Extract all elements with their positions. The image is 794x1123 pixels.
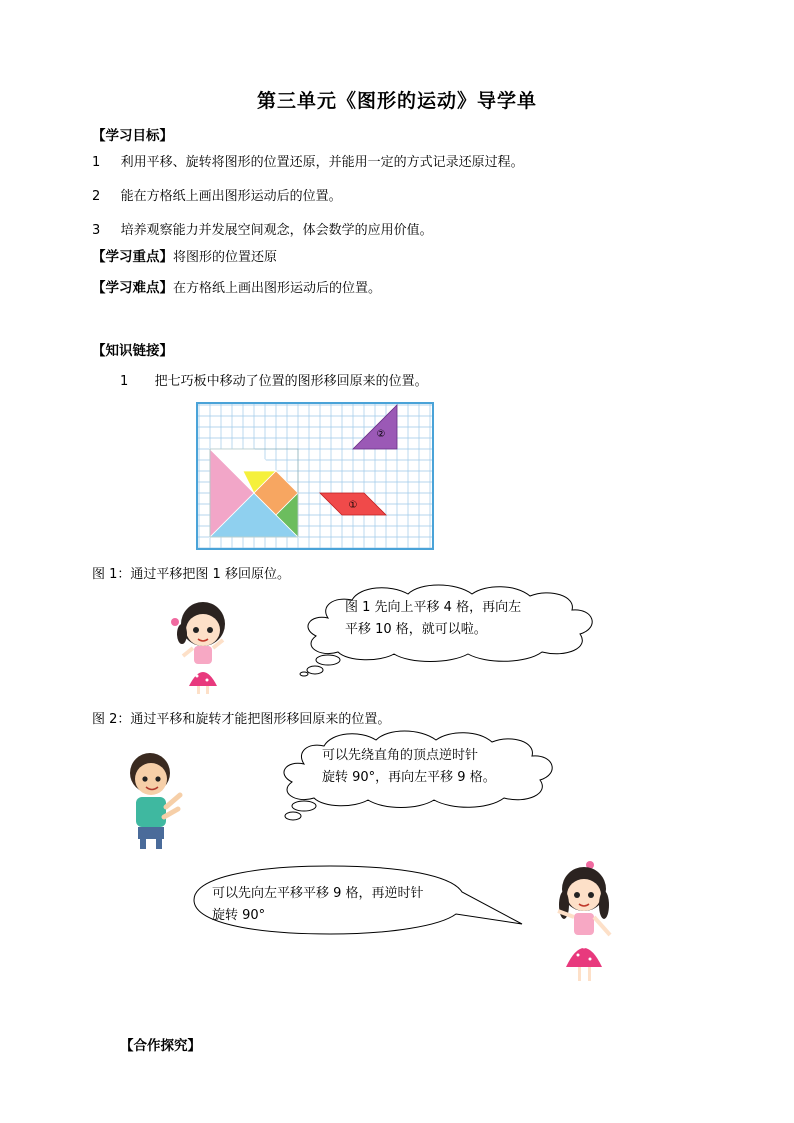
task-number: 1 <box>120 374 129 389</box>
bubble2-line1: 可以先绕直角的顶点逆时针 <box>322 748 479 763</box>
girl-character-icon <box>540 855 626 990</box>
objective-text: 利用平移、旋转将图形的位置还原，并能用一定的方式记录还原过程。 <box>120 155 524 170</box>
key-point-line <box>92 245 277 265</box>
boy-character-icon <box>120 747 198 851</box>
knowledge-task <box>120 370 428 389</box>
girl-figure <box>171 602 225 694</box>
objectives-heading: 【学习目标】 <box>92 128 173 144</box>
fig1-caption: 图 1：通过平移把图 1 移回原位。 <box>92 567 290 582</box>
fig2-caption: 图 2：通过平移和旋转才能把图形移回原来的位置。 <box>92 712 391 727</box>
shape1-label: ① <box>348 500 358 511</box>
bubble3-line2: 旋转 90° <box>212 908 266 923</box>
objective-number: 2 <box>92 189 101 204</box>
objective-text: 培养观察能力并发展空间观念，体会数学的应用价值。 <box>120 223 433 238</box>
task-text: 把七巧板中移动了位置的图形移回原来的位置。 <box>154 374 428 389</box>
knowledge-link-heading: 【知识链接】 <box>92 343 173 359</box>
page-title: 第三单元《图形的运动》导学单 <box>256 90 537 112</box>
girl-figure <box>558 861 610 981</box>
objective-number: 3 <box>92 223 101 238</box>
bubble2-line2: 旋转 90°，再向左平移 9 格。 <box>322 770 496 785</box>
tangram-grid-figure <box>196 402 434 550</box>
objective-number: 1 <box>92 155 101 170</box>
shape2-label: ② <box>376 429 386 440</box>
objective-text: 能在方格纸上画出图形运动后的位置。 <box>120 189 342 204</box>
key-point-label: 【学习重点】 <box>92 249 173 265</box>
difficulty-line <box>92 276 381 296</box>
objective-item <box>92 219 433 238</box>
boy-figure <box>130 753 180 849</box>
objective-item <box>92 185 342 204</box>
girl-character-icon <box>163 590 245 695</box>
bubble1-line2: 平移 10 格，就可以啦。 <box>345 622 487 637</box>
difficulty-label: 【学习难点】 <box>92 280 173 296</box>
difficulty-text: 在方格纸上画出图形运动后的位置。 <box>173 281 382 296</box>
objective-item <box>92 151 524 170</box>
cooperation-heading: 【合作探究】 <box>120 1038 201 1054</box>
bubble3-line1: 可以先向左平移平移 9 格，再逆时针 <box>212 886 424 901</box>
bubble1-line1: 图 1 先向上平移 4 格，再向左 <box>345 600 522 615</box>
key-point-text: 将图形的位置还原 <box>173 250 278 265</box>
